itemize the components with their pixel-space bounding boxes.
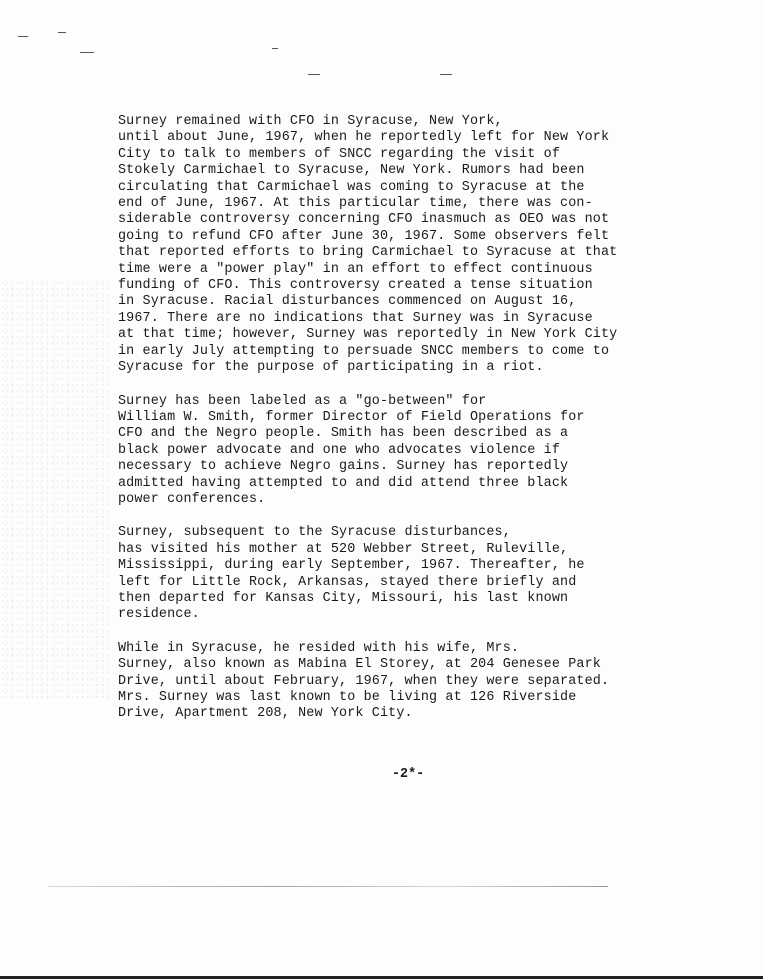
- scan-mark: [58, 32, 66, 33]
- paragraph-2: Surney has been labeled as a "go-between" for William W. Smith, former Director of Field Operations for CFO and the Negro people. Smith has been described as a black power advocate and one who advocates violence if necessary to achieve Negro gains. Surney has reportedly admitted having attempted to and did attend three black power conferences.: [118, 393, 585, 507]
- scan-mark: [272, 48, 278, 49]
- paragraph-4: While in Syracuse, he resided with his wife, Mrs. Surney, also known as Mabina El Storey, at 204 Genesee Park Drive, until about February, 1967, when they were separated. Mrs. Surney was last known to be living at 126 Riverside Drive, Apartment 208, New York City.: [118, 640, 610, 722]
- page-edge: [0, 976, 763, 979]
- scan-mark: [308, 74, 320, 75]
- paragraph-3: Surney, subsequent to the Syracuse disturbances, has visited his mother at 520 Webber Street, Ruleville, Mississippi, during early September, 1967. Thereafter, he left for Little Rock, Arkansas, stayed there briefly and then departed for Kansas City, Missouri, his last known residence.: [118, 525, 585, 623]
- page-number: -2*-: [392, 767, 425, 782]
- scan-mark: [18, 36, 28, 37]
- scan-mark: [80, 52, 94, 53]
- scan-rule: [48, 886, 608, 887]
- paragraph-1: Surney remained with CFO in Syracuse, New York, until about June, 1967, when he reportedly left for New York City to talk to members of SNCC regarding the visit of Stokely Carmichael to Syracuse, New York. Rumors had been circulating that Carmichael was coming to Syracuse at the end of June, 1967. At this particular time, there was con- siderable controversy concerning CFO inasmuch as OEO was not going to refund CFO after June 30, 1967. Some observers felt that reported efforts to bring Carmichael to Syracuse at that time were a "power play" in an effort to effect continuous funding of CFO. This controversy created a tense situation in Syracuse. Racial disturbances commenced on August 16, 1967. There are no indications that Surney was in Syracuse at that time; however, Surney was reportedly in New York City in early July attempting to persuade SNCC members to come to Syracuse for the purpose of participating in a riot.: [118, 114, 618, 376]
- document-body: [118, 114, 658, 740]
- scan-noise: [0, 280, 110, 700]
- scan-mark: [440, 74, 452, 75]
